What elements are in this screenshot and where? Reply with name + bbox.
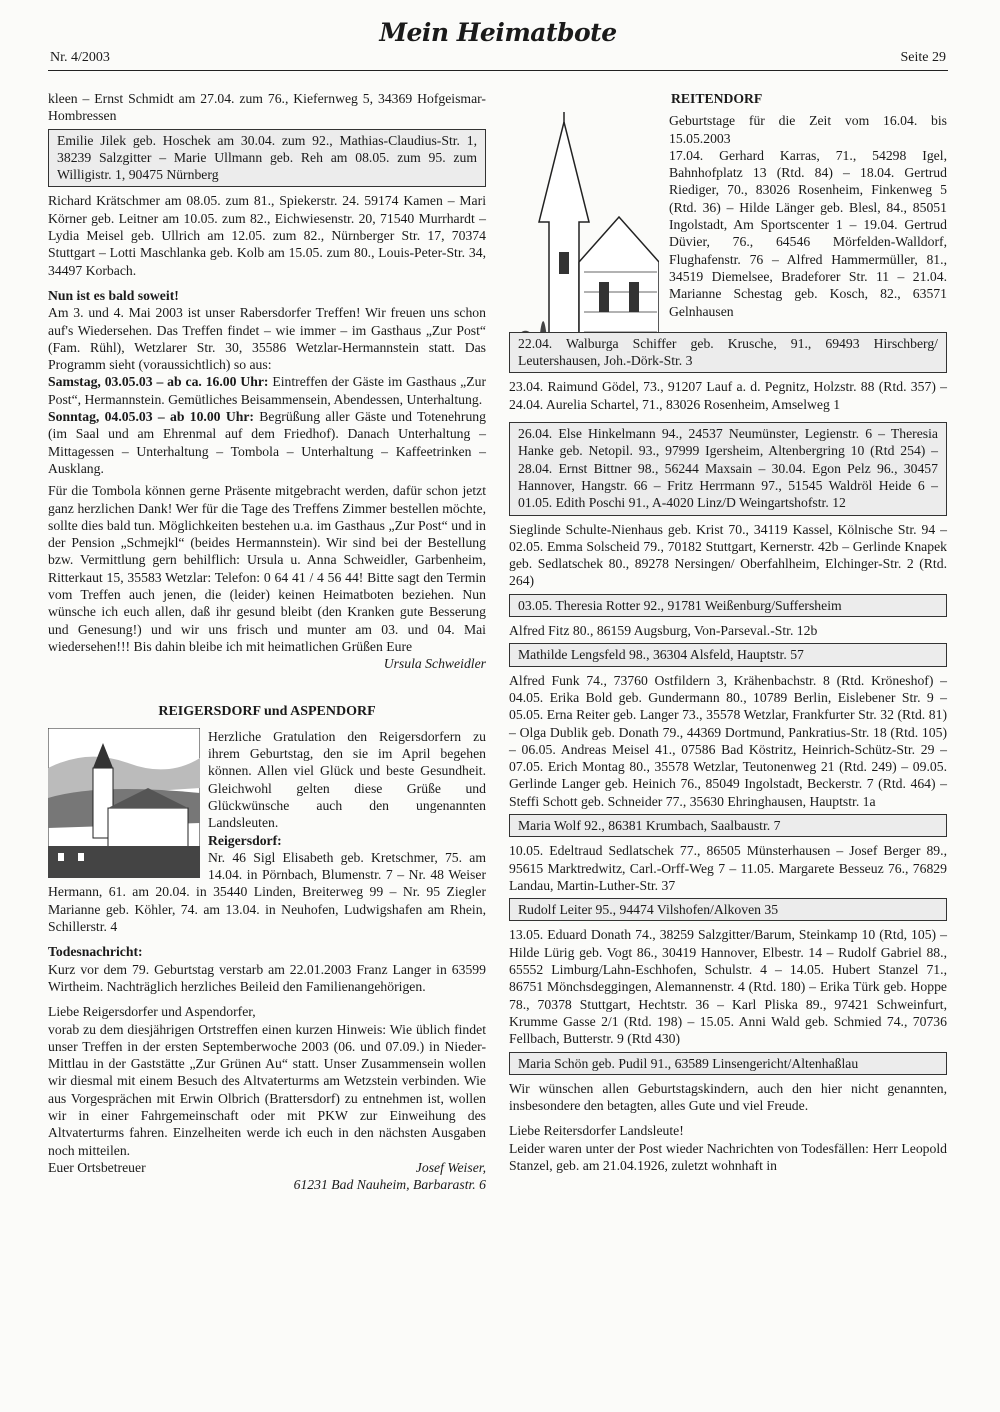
left-column bbox=[48, 90, 486, 1194]
text-paragraph: Liebe Reigersdorfer und Aspendorfer, bbox=[48, 1004, 256, 1020]
page-number: Seite 29 bbox=[900, 50, 946, 65]
signature: Ursula Schweidler bbox=[383, 656, 486, 672]
text-paragraph: vorab zu dem diesjährigen Ortstreffen einen kurzen Hinweis: Wie üblich findet unser Treffen in der ersten Septemberwoche 2003 (06. und 07.09.) in Nieder-Mittlau in der Gaststätte „Zur Grünen Au“ statt. Unser Zusammensein wollen wir diesmal mit einem Besuch des Altvaterturms am Wetzstein verbinden. Wie aus Vorgesprächen mit Erwin Olbrich (Brattersdorf) zu entnehmen ist, wollen wir in einer Fahrgemeinschaft oder mit PKW zur Einweihung des Altvaterturms fahren. Einzelheiten werde ich euch in den nächsten Ausgaben noch mitteilen. bbox=[48, 1021, 486, 1158]
page-header bbox=[48, 14, 948, 71]
highlight-box: Maria Schön geb. Pudil 91., 63589 Linsengericht/Altenhaßlau bbox=[509, 1052, 947, 1075]
text-paragraph: Am 3. und 4. Mai 2003 ist unser Rabersdorfer Treffen! Wir freuen uns schon auf's Wiedersehen. Das Treffen findet – wie immer – im Gasthaus „Zur Post“ (Fam. Rühl), Wetzlarer Str. 30, 35586 Wetzlar-Hermannstein statt. Das Programm sieht (voraussichtlich) so aus: bbox=[48, 305, 486, 373]
text-paragraph: 23.04. Raimund Gödel, 73., 91207 Lauf a. d. Pegnitz, Holzstr. 88 (Rtd. 357) – 24.04. Aurelia Schartel, 71., 83026 Rosenheim, Amselweg 1 bbox=[509, 379, 947, 412]
highlight-box: Mathilde Lengsfeld 98., 36304 Alsfeld, Hauptstr. 57 bbox=[509, 643, 947, 666]
text-paragraph: 10.05. Edeltraud Sedlatschek 77., 86505 Münsterhausen – Josef Berger 89., 95615 Marktredwitz, Carl.-Orff-Weg 7 – 11.05. Margarete Besseuz 76., 76829 Landau, Martin-Luther-Str. 37 bbox=[509, 843, 947, 893]
masthead-title: Mein Heimatbote bbox=[379, 18, 617, 47]
text-paragraph: Kurz vor dem 79. Geburtstag verstarb am 22.01.2003 Franz Langer in 63599 Wirtheim. Nachträglich herzliches Beileid den Familienangehörigen. bbox=[48, 961, 486, 994]
section-heading: REIGERSDORF und ASPENDORF bbox=[158, 703, 376, 719]
issue-number: Nr. 4/2003 bbox=[50, 50, 110, 65]
highlight-box: Emilie Jilek geb. Hoschek am 30.04. zum 92., Mathias-Claudius-Str. 1, 38239 Salzgitter – Marie Ullmann geb. Reh am 08.05. zum 95. zum Willigistr. 1, 90475 Nürnberg bbox=[48, 129, 486, 188]
signature-address: 61231 Bad Nauheim, Barbarastr. 6 bbox=[293, 1177, 486, 1193]
highlight-box: 03.05. Theresia Rotter 92., 91781 Weißenburg/Suffersheim bbox=[509, 594, 947, 617]
text-paragraph: Leider waren unter der Post wieder Nachrichten von Todesfällen: Herr Leopold Stanzel, geb. am 21.04.1926, zuletzt wohnhaft in bbox=[509, 1140, 947, 1174]
program-sunday: Sonntag, 04.05.03 – ab 10.00 Uhr: Begrüßung aller Gäste und Totenehrung (im Saal und am Ehrenmal auf dem Friedhof). Danach Unterhaltung – Mittagessen – Unterhaltung – Tombola – Unterhaltung – Kaffeetrinken – Ausklang. bbox=[48, 409, 486, 476]
text-paragraph: Wir wünschen allen Geburtstagskindern, auch den hier nicht genannten, insbesondere den betagten, alles Gute und viel Freude. bbox=[509, 1080, 947, 1114]
highlight-box: Maria Wolf 92., 86381 Krumbach, Saalbaustr. 7 bbox=[509, 814, 947, 837]
right-column bbox=[509, 90, 947, 1174]
text-paragraph: Nr. 46 Sigl Elisabeth geb. Kretschmer, 75. am 14.04. in Pörnbach, Blumenstr. 7 – Nr. 48 Weiser Hermann, 61. am 20.04. in 35440 Linden, Breiterweg 99 – Nr. 95 Ziegler Marianne geb. Köhler, 74. am 13.04. in Neuhofen, Ludwigshafen am Rhein, Schillerstr. 4 bbox=[48, 849, 486, 935]
program-saturday: Samstag, 03.05.03 – ab ca. 16.00 Uhr: Eintreffen der Gäste im Gasthaus „Zur Post“, Hermannstein. Gemütliches Beisammensein, Abendessen, Unterhaltung. bbox=[48, 374, 487, 407]
section-subheading: Todesnachricht: bbox=[48, 944, 143, 960]
text-paragraph: kleen – Ernst Schmidt am 27.04. zum 76., Kiefernweg 5, 34369 Hofgeismar-Hombressen bbox=[48, 91, 486, 124]
text-paragraph: Richard Krätschmer am 08.05. zum 81., Spiekerstr. 24. 59174 Kamen – Mari Körner geb. Leitner am 10.05. zum 82., Eichwiesenstr. 20, 71540 Murrhardt – Lydia Meisel geb. Ullrich am 12.05. zum 82., Nürnberger Str. 17, 70374 Stuttgart – Lotti Maschlanka geb. Kolb am 15.05. zum 80., Louis-Peter-Str. 34, 34497 Korbach. bbox=[48, 193, 486, 278]
text-paragraph: Geburtstage für die Zeit vom 16.04. bis 15.05.2003 bbox=[669, 113, 947, 146]
text-paragraph: Für die Tombola können gerne Präsente mitgebracht werden, dafür schon jetzt ganz herzlichen Dank! Wer für die Tage des Treffens Zimmer bestellen möchte, sollte dies bald tun. Möglichkeiten bestehen u.a. im Gasthaus „Zur Post“ und in der Pension „Schmejkl“ (beides Hermannstein). Wir sind bei der Bestellung bzw. Vermittlung gern behilflich: Ursula u. Anna Schweidler, Garbenheim, Ritterkaut 15, 35583 Wetzlar: Telefon: 0 64 41 / 4 56 44! Bitte sagt den Termin vom Treffen auch jenen, die (leider) keinen Heimatboten beziehen. Nun wünsche ich euch allen, daß ihr gesund bleibt (den Kranken gute Besserung und Genesung!) und wir uns frisch und munter am 03. und 04. Mai wiedersehen!!! Bis dahin bleibe ich mit heimatlichen Grüßen Eure bbox=[48, 483, 486, 654]
highlight-box: 26.04. Else Hinkelmann 94., 24537 Neumünster, Legienstr. 6 – Theresia Hanke geb. Netopil. 93., 97999 Igersheim, Altenbergring 10 (Rtd 254) – 28.04. Ernst Bittner 98., 56244 Maxsain – 30.04. Egon Pelz 96., 30457 Hannover, Hangstr. 66 – Fritz Herrmann 97., 51545 Waldröl Heide 6 – 01.05. Edith Poschi 91., A-4020 Linz/D Weingartshofstr. 12 bbox=[509, 422, 947, 515]
text-paragraph: Alfred Funk 74., 73760 Ostfildern 3, Krähenbachstr. 8 (Rtd. Kröneshof) – 04.05. Erika Bold geb. Gundermann 80., 10789 Berlin, Eislebener Str. 9 – 05.05. Erna Reiter geb. Langer 73., 35578 Wetzlar, Frankfurter Str. 32 (Rtd. 81) – Olga Dublik geb. Donath 79., 44369 Dortmund, Pankratius-Str. 18 (Rtd. 105) – 06.05. Andreas Meisel 41., 07586 Bad Köstritz, Heinrich-Schütz-Str. 29 – 07.05. Erich Montag 80., 35578 Wetzlar, Teutonenweg 21 (Rtd. 249) – 09.05. Gerlinde Langer geb. Heinich 76., 85049 Ingolstadt, Beckerstr. 7 (Rtd. 464) – Steffi Schott geb. Schneider 77., 35630 Ehringhausen, Hauptstr. 1a bbox=[509, 672, 947, 809]
text-paragraph: 13.05. Eduard Donath 74., 38259 Salzgitter/Barum, Steinkamp 10 (Rtd, 105) – Hilde Lürig geb. Vogt 86., 30419 Hannover, Elbestr. 14 – Rudolf Gabriel 88., 65552 Limburg/Lahn-Eschhofen, Schulstr. 4 – 14.05. Hubert Stanzel 71., 86751 Mönchsdeggingen, Alemannenstr. 4 (Rtd. 180) – Erika Türk geb. Hoppe 78., 70378 Stuttgart, Hechtstr. 36 – Karl Pliska 89., 97421 Schweinfurt, Krumme Gasse 2/1 (Rtd. 198) – 15.05. Anni Wald geb. Schmied 74., 70736 Fellbach, Butterstr. 9 (Rtd 430) bbox=[509, 927, 947, 1047]
highlight-box: 22.04. Walburga Schiffer geb. Krusche, 91., 69493 Hirschberg/ Leutershausen, Joh.-Dörk-Str. 3 bbox=[509, 332, 947, 374]
text-paragraph: Herzliche Gratulation den Reigersdorfern zu ihrem Geburtstag, den sie im April begehen können. Allen viel Glück und beste Gesundheit. Gleichwohl gelten diese Grüße und Glückwünsche auch den ungenannten Landsleuten. bbox=[208, 728, 486, 831]
text-paragraph: Liebe Reitersdorfer Landsleute! bbox=[509, 1123, 684, 1139]
section-heading: Nun ist es bald soweit! bbox=[48, 287, 179, 303]
text-paragraph: Sieglinde Schulte-Nienhaus geb. Krist 70., 34119 Kassel, Kölnische Str. 94 – 02.05. Emma Solscheid 79., 70182 Stuttgart, Kernerstr. 42b – Gerlinde Knapek geb. Sedlatschek 80., 89278 Nersingen/ Oberfahlheim, Elchinger-Str. 2 (Rtd. 264) bbox=[509, 521, 947, 589]
section-heading: REITENDORF bbox=[671, 91, 763, 106]
text-paragraph: 17.04. Gerhard Karras, 71., 54298 Igel, Bahnhofplatz 13 (Rtd. 84) – 18.04. Gertrud Riediger, 70., 83026 Rosenheim, Finkenweg 5 (Rtd. 36) – Hilde Länger geb. Blesl, 84., 85051 Ingolstadt, Am Sportscenter 1 – 19.04. Gertrud Düvier, 76., 64546 Mörfelden-Walldorf, Flughafenstr. 76 – Alfred Hammermüller, 81., 34519 Diemelsee, Bradeforer Str. 11 – 21.04. Marianne Schestag geb. Kosch, 82., 63571 Gelnhausen bbox=[669, 147, 947, 319]
highlight-box: Rudolf Leiter 95., 94474 Vilshofen/Alkoven 35 bbox=[509, 898, 947, 921]
village-illustration bbox=[48, 728, 200, 878]
section-subheading: Reigersdorf: bbox=[208, 832, 282, 848]
text-paragraph: Alfred Fitz 80., 86159 Augsburg, Von-Parseval.-Str. 12b bbox=[509, 623, 818, 639]
signature-line: Euer Ortsbetreuer Josef Weiser, bbox=[48, 1159, 486, 1175]
